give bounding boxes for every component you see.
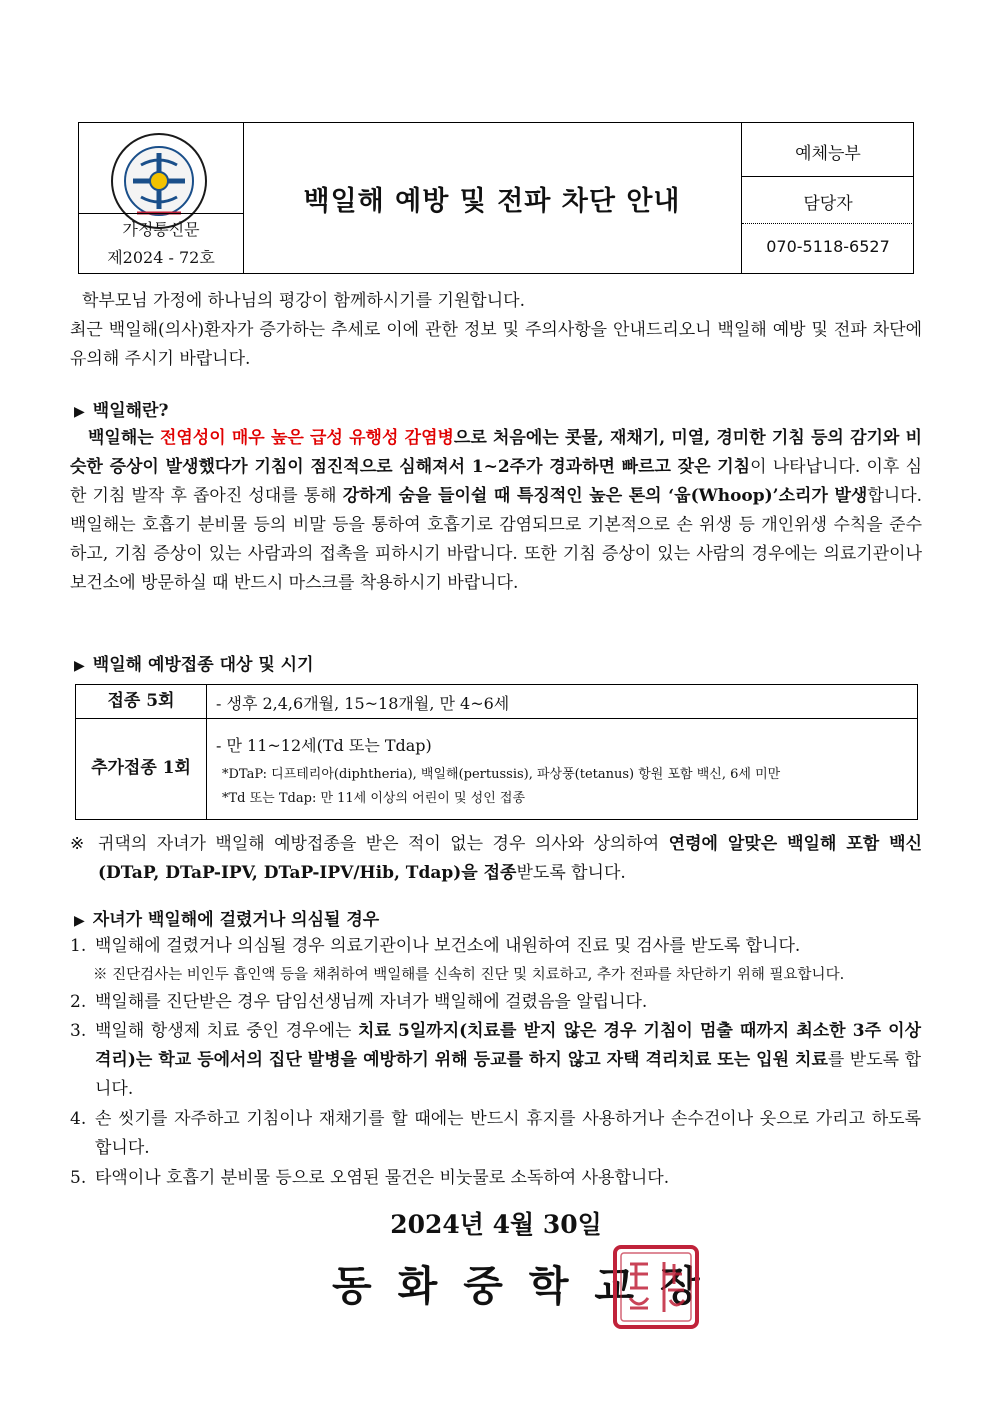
table-cell-label: 접종 5회 bbox=[76, 685, 207, 718]
table-cell-value: - 만 11~12세(Td 또는 Tdap) bbox=[216, 736, 432, 755]
contact-label: 담당자 bbox=[803, 194, 853, 214]
section-heading-vaccination: ▶ 백일해 예방접종 대상 및 시기 bbox=[74, 655, 314, 675]
principal-signature: 동화중학교장 bbox=[332, 1262, 726, 1310]
divider bbox=[742, 223, 914, 224]
section-heading-if-infected: ▶ 자녀가 백일해에 걸렸거나 의심될 경우 bbox=[74, 910, 380, 930]
newsletter-page: 가정통신문 제2024 - 72호 백일해 예방 및 전파 차단 안내 예체능부 담당자 070-5118-6527 학부모님 가정에 하나님의 평강이 함께하시기를 기원합니다. 최근 백일해(의사)환자가 증가하는 추세로 이에 관한 정보 및 주의사항을 안내드리오니 백일해 예방 및 전파 차단에 유의해 주시기 바랍니다. ▶ 백일해란? 백일해는 전염성이 매우 높은 급성 유행성 감염병으로 처음에는 콧물, 재채기, 미열, 경미한 기침 등의 감기와 비슷한 증상이 발생했다가 기침이 점진적으로 심해져서 1~2주가 경과하면 빠르고 잦은 기침이 나타납니다. 이후 심한 기침 발작 후 좁아진 성대를 통해 강하게 숨을 들이쉴 때 특징적인 높은 톤의 ‘웁(Whoop)’소리가 발생합니다. 백일해는 호흡기 분비물 등의 비말 등을 통하여 호흡기로 감염되므로 기본적으로 손 위생 등 개인위생 수칙을 준수하고, 기침 증상이 있는 사람과의 접촉을 피하시기 바랍니다. 또한 기침 증상이 있는 사람의 경우에는 의료기관이나 보건소에 방문하실 때 반드시 마스크를 착용하시기 바랍니다. ▶ 백일해 예방접종 대상 및 시기 접종 5회 - 생후 2,4,6개월, 15~18개월, 만 4~6세 추가접종 1회 - 만 11~12세(Td 또는 Tdap) *DTaP: 디프테리아(diphtheria), 백일해(pertussis), 파상풍(tetanus) 항원 포함 백신, 6세 미만 *Td 또는 Tdap: 만 11세 이상의 어린이 및 성인 접종 ※ 귀댁의 자녀가 백일해 예방접종을 받은 적이 없는 경우 의사와 상의하여 연령에 알맞은 백일해 포함 백신(DTaP, DTaP-IPV, DTaP-IPV/Hib, Tdap)을 접종받도록 합니다. ▶ 자녀가 백일해에 걸렸거나 의심될 경우 1. 백일해에 걸렸거나 의심될 경우 의료기관이나 보건소에 내원하여 진료 및 검사를 받도록 합니다. ※ 진단검사는 비인두 흡인액 등을 채취하여 백일해를 신속히 진단 및 치료하고, 추가 전파를 차단하기 위해 필요합니다. 2. 백일해를 진단받은 경우 담임선생님께 자녀가 백일해에 걸렸음을 알립니다. 3. 백일해 항생제 치료 중인 경우에는 치료 5일까지(치료를 받지 않은 경우 기침이 멈출 때까지 최소한 3주 이상 격리)는 학교 등에서의 집단 발병을 예방하기 위해 등교를 하지 않고 자택 격리치료 또는 입원 치료를 받도록 합니다. 4. 손 씻기를 자주하고 기침이나 재채기를 할 때에는 반드시 휴지를 사용하거나 손수건이나 옷으로 가리고 하도록 합니다. 5. 타액이나 호흡기 분비물 등으로 오염된 물건은 비눗물로 소독하여 사용합니다. 2024년 4월 30일 동화중학교장 bbox=[0, 0, 992, 1403]
school-logo bbox=[109, 131, 209, 231]
contact-phone: 070-5118-6527 bbox=[766, 237, 890, 256]
header-table bbox=[78, 122, 914, 274]
section1-body: 백일해는 전염성이 매우 높은 급성 유행성 감염병으로 처음에는 콧물, 재채기, 미열, 경미한 기침 등의 감기와 비슷한 증상이 발생했다가 기침이 점진적으로 심해져서 1~2주가 경과하면 빠르고 잦은 기침이 나타납니다. 이후 심한 기침 발작 후 좁아진 성대를 통해 강하게 숨을 들이쉴 때 특징적인 높은 톤의 ‘웁(Whoop)’소리가 발생합니다. 백일해는 호흡기 분비물 등의 비말 등을 통하여 호흡기로 감염되므로 기본적으로 손 위생 등 개인위생 수칙을 준수하고, 기침 증상이 있는 사람과의 접촉을 피하시기 바랍니다. 또한 기침 증상이 있는 사람의 경우에는 의료기관이나 보건소에 방문하실 때 반드시 마스크를 착용하시기 바랍니다. bbox=[70, 428, 923, 593]
department-cell bbox=[741, 123, 914, 273]
list-item-note: ※ 진단검사는 비인두 흡인액 등을 채취하여 백일해를 신속히 진단 및 치료하고, 추가 전파를 차단하기 위해 필요합니다. bbox=[93, 967, 845, 983]
intro-body: 최근 백일해(의사)환자가 증가하는 추세로 이에 관한 정보 및 주의사항을 안내드리오니 백일해 예방 및 전파 차단에 유의해 주시기 바랍니다. bbox=[70, 320, 922, 369]
triangle-bullet-icon: ▶ bbox=[74, 404, 85, 420]
triangle-bullet-icon: ▶ bbox=[74, 913, 85, 929]
official-seal-stamp bbox=[612, 1244, 700, 1330]
logo-cell bbox=[79, 123, 244, 273]
table-note: *Td 또는 Tdap: 만 11세 이상의 어린이 및 성인 접종 bbox=[222, 791, 526, 806]
table-cell-label: 추가접종 1회 bbox=[76, 718, 207, 819]
logo-divider bbox=[79, 213, 243, 214]
issue-date: 2024년 4월 30일 bbox=[390, 1210, 602, 1239]
divider bbox=[742, 176, 914, 177]
publication-number: 제2024 - 72호 bbox=[107, 248, 215, 267]
publication-type: 가정통신문 bbox=[122, 220, 200, 239]
intro-greeting: 학부모님 가정에 하나님의 평강이 함께하시기를 기원합니다. bbox=[82, 291, 525, 311]
table-cell-value: - 생후 2,4,6개월, 15~18개월, 만 4~6세 bbox=[216, 694, 510, 713]
table-note: *DTaP: 디프테리아(diphtheria), 백일해(pertussis), 파상풍(tetanus) 항원 포함 백신, 6세 미만 bbox=[222, 767, 781, 782]
triangle-bullet-icon: ▶ bbox=[74, 658, 85, 674]
department: 예체능부 bbox=[795, 144, 861, 164]
vaccination-table bbox=[75, 684, 918, 820]
section-heading-what-is: ▶ 백일해란? bbox=[74, 401, 169, 421]
page-title: 백일해 예방 및 전파 차단 안내 bbox=[303, 185, 681, 217]
